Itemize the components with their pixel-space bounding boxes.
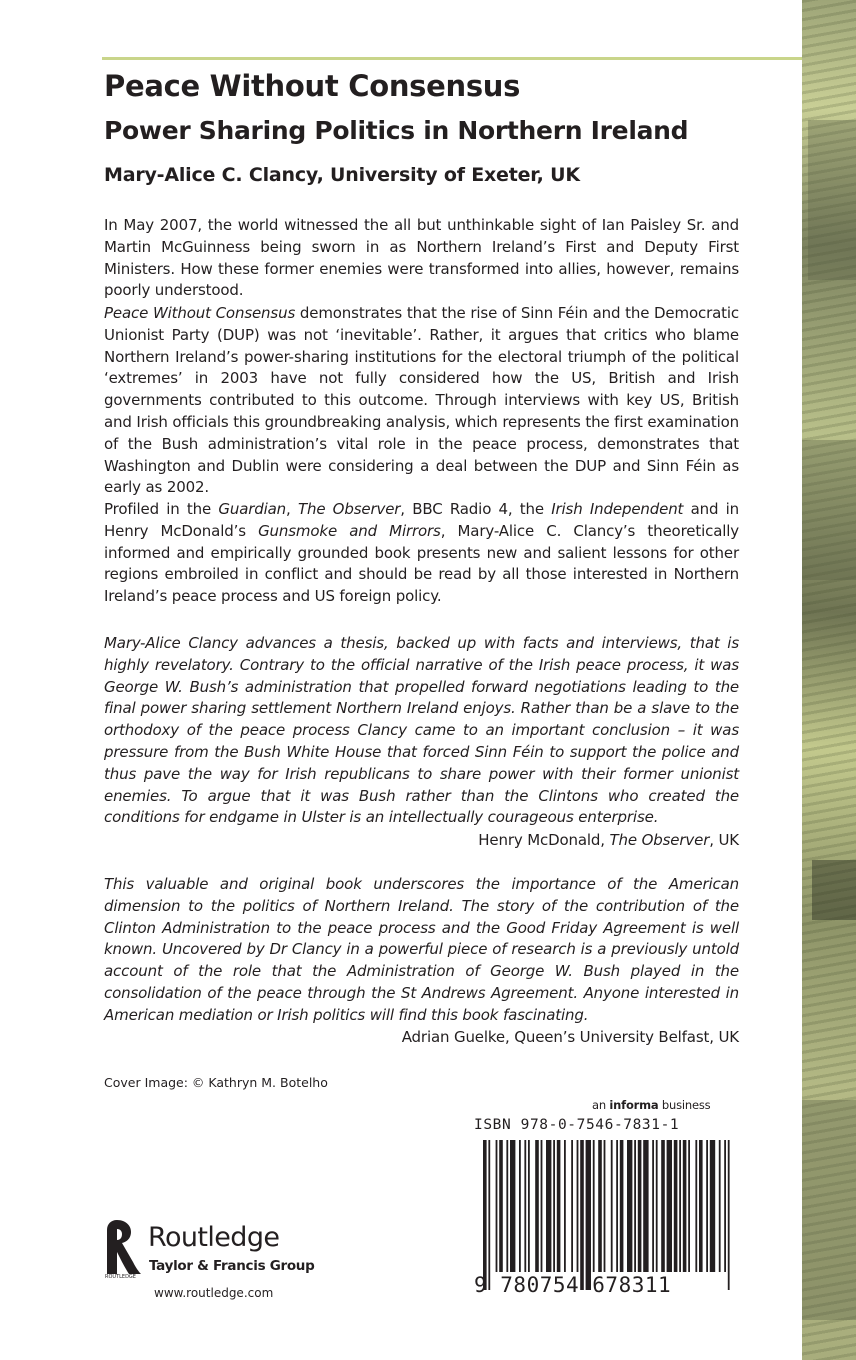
barcode-bar [488,1140,490,1290]
barcode-bar [611,1140,613,1272]
barcode-bar [674,1140,678,1272]
barcode-bar [593,1140,595,1272]
reviewer-country-1: , UK [709,831,739,849]
barcode-bar [688,1140,690,1272]
blurb-paragraph-3 [104,499,739,608]
barcode-bar [541,1140,543,1272]
barcode-bar [577,1140,579,1272]
barcode-bar [652,1140,654,1272]
photo-hedge-shade [802,1100,856,1320]
barcode-bar [699,1140,703,1272]
barcode-bar [564,1140,566,1272]
barcode-bar [710,1140,715,1272]
photo-roof-shade [808,120,856,280]
p3-text-a: Profiled in the [104,500,219,518]
barcode-bar [724,1140,726,1272]
review-quote-2: This valuable and original book underscores the importance of the American dimension to the politics of Northern Ireland. The story of the contribution of the Clinton Administration to the peace process and the Good Friday Agreement is well known. Uncovered by Dr Clancy in a powerful piece of research is a previously untold account of the role that the Administration of George W. Bush played in the consolidation of the peace through the St Andrews Agreement. Anyone interested in American mediation or Irish politics will find this book fascinating. [104,875,739,1024]
book-title: Peace Without Consensus [104,69,521,103]
barcode-bar [586,1140,591,1290]
cover-photo-strip [802,0,856,1360]
isbn-barcode-digits: 9 780754 678311 [474,1273,672,1297]
barcode-bar [679,1140,681,1272]
p3-guardian: Guardian [218,500,287,518]
barcode-bar [535,1140,539,1272]
barcode-bar [519,1140,521,1272]
barcode-bar [634,1140,636,1272]
barcode-bar [506,1140,508,1272]
accent-rule [102,57,802,60]
barcode-bar [706,1140,708,1272]
publisher-website: www.routledge.com [154,1286,274,1300]
barcode-bar [524,1140,526,1272]
barcode-bar [510,1140,515,1272]
barcode-bar [695,1140,697,1272]
photo-house-shade [802,440,856,580]
review-attribution-1 [104,830,739,852]
publisher-group: Taylor & Francis Group [149,1258,315,1274]
barcode-bar [496,1140,498,1272]
review-attribution-2: Adrian Guelke, Queen’s University Belfast, UK [401,1028,739,1046]
barcode-bar [580,1140,584,1290]
blurb-book-title: Peace Without Consensus [104,304,296,322]
barcode-bar [528,1140,530,1272]
reviewer-name-1: Henry McDonald, [478,831,610,849]
isbn-label: ISBN 978-0-7546-7831-1 [474,1117,680,1133]
barcode-bar [620,1140,624,1272]
p3-observer: The Observer [297,500,401,518]
photo-sale-sign [812,860,856,920]
isbn-barcode [483,1140,733,1290]
barcode-bar [598,1140,602,1272]
barcode-bar [719,1140,721,1272]
barcode-bar [499,1140,503,1272]
review-quote-1: Mary-Alice Clancy advances a thesis, backed up with facts and interviews, that is highly revelatory. Contrary to the official narrative of the Irish peace process, it was George W. Bush’s administration that propelled forward negotiations leading to the final power sharing settlement Northern Ireland enjoys. Rather than be a slave to the orthodoxy of the peace process Clancy came to an important conclusion – it was pressure from the Bush White House that forced Sinn Féin to support the police and thus pave the way for Irish republicans to share power with their former unionist enemies. To argue that it was Bush rather than the Clintons who created the conditions for endgame in Ulster is an intellectually courageous enterprise. [104,634,739,827]
informa-brand: informa [609,1098,659,1112]
book-subtitle: Power Sharing Politics in Northern Ireland [104,116,689,145]
barcode-bar [546,1140,551,1272]
p3-text-c: , BBC Radio 4, the [400,500,552,518]
barcode-bar [627,1140,632,1272]
informa-prefix: an [592,1098,610,1112]
barcode-bar [616,1140,618,1272]
p3-text-e: , Mary-Alice C. Clancy’s theoretically informed and empirically grounded book presents new and salient lessons for other regions embroiled in conflict and should be read by all those interested in Northern Ireland’s peace process and US foreign policy. [104,521,740,606]
barcode-bar [667,1140,672,1272]
blurb-paragraph-1: In May 2007, the world witnessed the all but unthinkable sight of Ian Paisley Sr. and Martin McGuinness being sworn in as Northern Ireland’s First and Deputy First Ministers. How these former enemies were transformed into allies, however, remains poorly understood. [104,216,739,300]
barcode-bar [728,1140,730,1290]
p3-text-d: and in Henry McDonald’s [104,500,740,540]
p3-gunsmoke: Gunsmoke and Mirrors [258,521,441,540]
p3-independent: Irish Independent [551,500,684,518]
barcode-bar [656,1140,658,1272]
barcode-bar [553,1140,555,1272]
p3-text-b: , [286,500,298,518]
blurb-paragraph-2 [104,303,739,499]
blurb-paragraph-2-text: demonstrates that the rise of Sinn Féin and the Democratic Unionist Party (DUP) was not ‘inevitable’. Rather, it argues that critics who blame Northern Ireland’s power-sharing institutions for the electoral triumph of the political ‘extremes’ in 2003 have not fully considered how the US, British and Irish governments contributed to this outcome. Through interviews with key US, British and Irish officials this groundbreaking analysis, which represents the first examination of the Bush administration’s vital role in the peace process, demonstrates that Washington and Dublin were considering a deal between the DUP and Sinn Féin as early as 2002. [104,304,739,497]
informa-business-tag [592,1098,722,1112]
routledge-logo-icon [103,1218,141,1280]
routledge-vertical-word: ROUTLEDGE [105,1274,136,1280]
barcode-bar [638,1140,642,1272]
reviewer-publication-1: The Observer [609,831,710,849]
barcode-bar [604,1140,606,1272]
barcode-bar [483,1140,487,1290]
barcode-bar [557,1140,561,1272]
informa-suffix: business [658,1098,711,1112]
publisher-name: Routledge [148,1222,280,1253]
cover-image-credit: Cover Image: © Kathryn M. Botelho [104,1075,328,1090]
barcode-bar [683,1140,687,1272]
author-line: Mary-Alice C. Clancy, University of Exeter, UK [104,164,580,186]
barcode-bar [661,1140,665,1272]
barcode-bar [571,1140,573,1272]
barcode-bar [643,1140,648,1272]
